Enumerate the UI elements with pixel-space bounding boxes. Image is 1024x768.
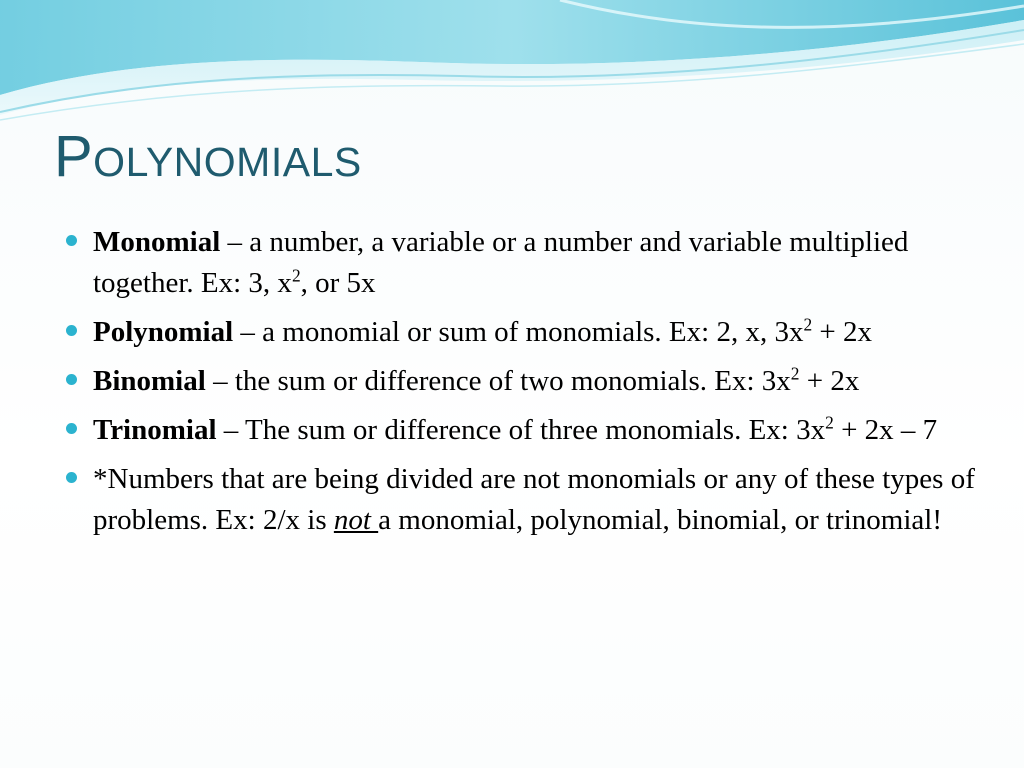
- term-definition: – the sum or difference of two monomials. Ex: 3x: [205, 365, 791, 397]
- bullet-marker-icon: [66, 423, 77, 434]
- note-text-tail: a monomial, polynomial, binomial, or trinomial!: [378, 504, 942, 536]
- bullet-list: [66, 222, 986, 549]
- exponent: 2: [291, 265, 301, 286]
- bullet-note: [66, 459, 986, 541]
- term-definition: – The sum or difference of three monomials. Ex: 3x: [216, 414, 826, 446]
- term-definition-tail: , or 5x: [300, 267, 376, 299]
- term-definition: – a number, a variable or a number and variable multiplied together. Ex: 3, x: [93, 226, 909, 299]
- bullet-monomial: [66, 222, 986, 304]
- term-label: Polynomial: [93, 316, 234, 348]
- bullet-marker-icon: [66, 235, 77, 246]
- note-emphasis: not: [333, 504, 379, 536]
- bullet-trinomial: [66, 410, 986, 451]
- bullet-binomial: [66, 361, 986, 402]
- term-definition-tail: + 2x: [812, 316, 873, 348]
- term-definition-tail: + 2x – 7: [833, 414, 938, 446]
- term-label: Monomial: [93, 226, 221, 258]
- slide-title: Polynomials: [54, 124, 362, 189]
- header-wave-decoration: [0, 0, 1024, 130]
- term-label: Trinomial: [93, 414, 217, 446]
- exponent: 2: [790, 363, 800, 384]
- exponent: 2: [825, 412, 834, 433]
- term-label: Binomial: [93, 365, 206, 397]
- note-text: *Numbers that are being divided are not monomials or any of these types of problems. Ex: 2/x is: [93, 463, 975, 536]
- exponent: 2: [803, 314, 813, 335]
- bullet-marker-icon: [66, 472, 77, 483]
- term-definition-tail: + 2x: [799, 365, 860, 397]
- bullet-marker-icon: [66, 374, 77, 385]
- bullet-polynomial: [66, 312, 986, 353]
- bullet-marker-icon: [66, 325, 77, 336]
- term-definition: – a monomial or sum of monomials. Ex: 2, x, 3x: [233, 316, 804, 348]
